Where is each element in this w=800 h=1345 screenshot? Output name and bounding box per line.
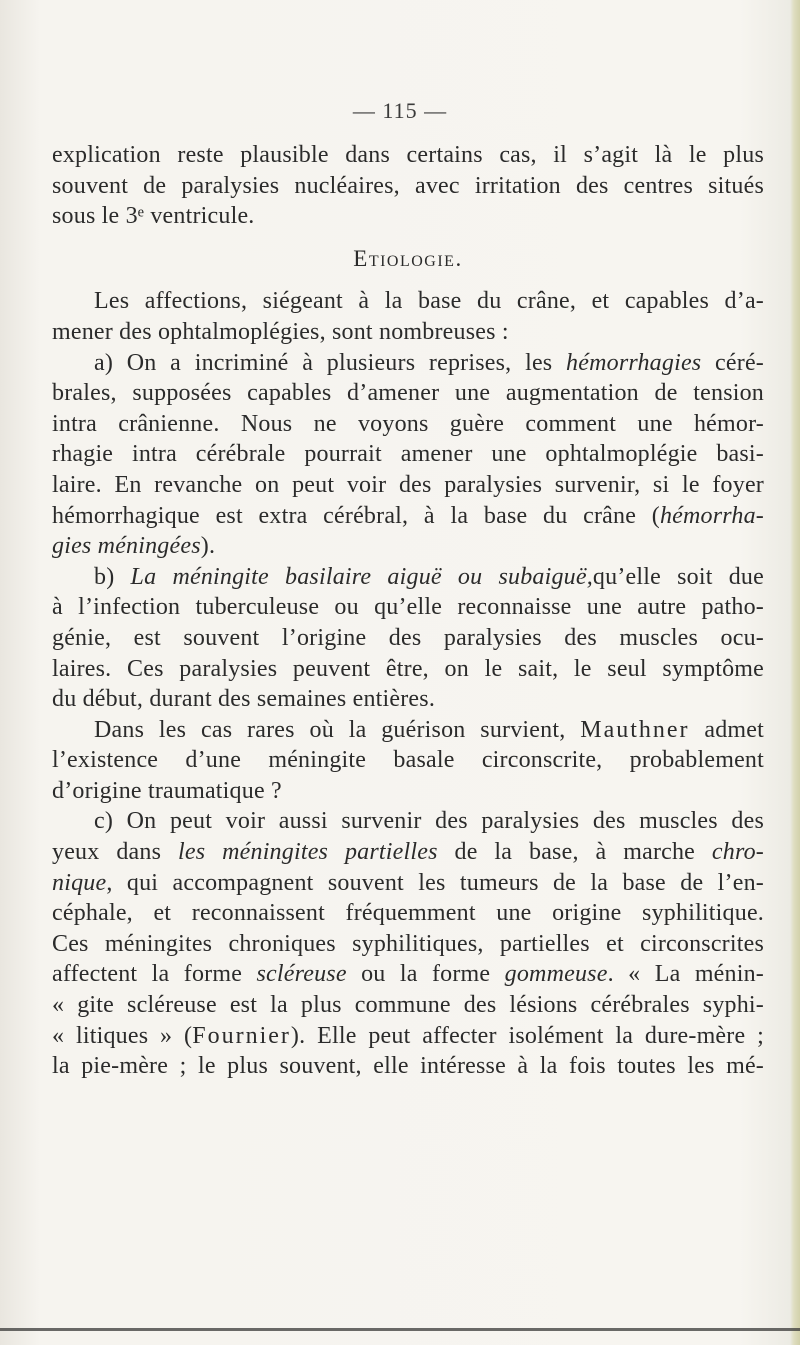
text-run: de la base, à marche (437, 839, 712, 866)
text-line: « gite scléreuse est la plus commune des lésions cérébrales syphi- (52, 992, 764, 1019)
paragraph-b (52, 562, 764, 715)
text-run: yeux dans (52, 839, 178, 866)
text-line: mener des ophtalmoplégies, sont nombreuses : (52, 318, 509, 345)
text-line: c) On peut voir aussi survenir des paralysies des muscles des (94, 808, 764, 835)
section-heading: Etiologie. (353, 245, 463, 271)
italic-term: La méningite basilaire aiguë ou subaiguë, (130, 563, 593, 590)
page-body (52, 140, 764, 1082)
text-line (52, 562, 764, 593)
italic-term: nique (52, 869, 107, 896)
italic-term: hémorrha- (659, 502, 764, 529)
text-line: la pie-mère ; le plus souvent, elle intéresse à la fois toutes les mé- (52, 1053, 764, 1080)
text-line: explication reste plausible dans certains cas, il s’agit là le plus (52, 142, 764, 168)
italic-term: gies méningées (52, 533, 201, 560)
text-run: ). (200, 533, 216, 560)
text-line: Ces méningites chroniques syphilitiques, partielles et circonscrites (52, 930, 764, 957)
italic-term: scléreuse (256, 961, 347, 988)
italic-term: gommeuse (504, 961, 608, 988)
paragraph-affections (52, 286, 764, 347)
author-name: Mauthner (580, 716, 690, 743)
text-line: brales, supposées capables d’amener une augmentation de tension (52, 380, 764, 407)
text-line: céphale, et reconnaissent fréquemment une origine syphilitique. (52, 900, 764, 927)
text-line: l’existence d’une méningite basale circonscrite, probablement (52, 747, 764, 774)
text-line (52, 868, 764, 899)
text-run: ou la forme (346, 961, 505, 988)
text-line: souvent de paralysies nucléaires, avec irritation des centres situés (52, 172, 764, 199)
text-line: d’origine traumatique ? (52, 777, 282, 804)
italic-term: chro- (711, 839, 764, 866)
text-run: b) (94, 563, 131, 590)
text-run: ). Elle peut affecter isolément la dure-mère ; (290, 1022, 764, 1049)
text-line: rhagie intra cérébrale pourrait amener une ophtalmoplégie basi- (52, 441, 764, 468)
text-line: sous le 3ᵉ ventricule. (52, 203, 255, 230)
text-line: intra crânienne. Nous ne voyons guère comment une hémor- (52, 410, 764, 437)
text-run: , qui accompagnent souvent les tumeurs de la base de l’en- (106, 869, 764, 896)
paragraph-a (52, 348, 764, 562)
text-line (52, 715, 764, 746)
text-run: a) On a incriminé à plusieurs reprises, les (94, 349, 567, 376)
italic-term: hémorrhagies (566, 349, 702, 376)
text-line: à l’infection tuberculeuse ou qu’elle reconnaisse une autre patho- (52, 594, 764, 621)
text-line: Les affections, siégeant à la base du crâne, et capables d’a- (94, 288, 764, 315)
text-line (52, 1021, 764, 1052)
text-run: hémorrhagique est extra cérébral, à la base du crâne ( (52, 502, 660, 529)
author-name: Fournier (192, 1022, 291, 1049)
text-run: qu’elle soit due (592, 563, 764, 590)
text-run: Dans les cas rares où la guérison survient, (94, 716, 581, 743)
text-line: laires. Ces paralysies peuvent être, on le sait, le seul symptôme (52, 655, 764, 682)
text-line: du début, durant des semaines entières. (52, 686, 436, 713)
text-line (52, 348, 764, 379)
text-run: . « La ménin- (607, 961, 764, 988)
italic-term: les méningites partielles (177, 839, 438, 866)
text-line: génie, est souvent l’origine des paralysies des muscles ocu- (52, 624, 764, 651)
text-run: admet (689, 716, 764, 743)
text-line (52, 837, 764, 868)
text-line (52, 959, 764, 990)
text-line (52, 501, 764, 532)
paragraph-intro (52, 140, 764, 232)
text-run: affectent la forme (52, 961, 257, 988)
page-number: — 115 — (352, 98, 448, 123)
paragraph-mauthner (52, 715, 764, 807)
page-edge-shadow (790, 0, 800, 1345)
text-line: laire. En revanche on peut voir des paralysies survenir, si le foyer (52, 471, 764, 498)
text-run: « litiques » ( (52, 1022, 193, 1049)
paragraph-c (52, 806, 764, 1081)
page-bottom-edge (0, 1328, 800, 1331)
text-run: céré- (701, 349, 764, 376)
text-line (52, 531, 764, 562)
